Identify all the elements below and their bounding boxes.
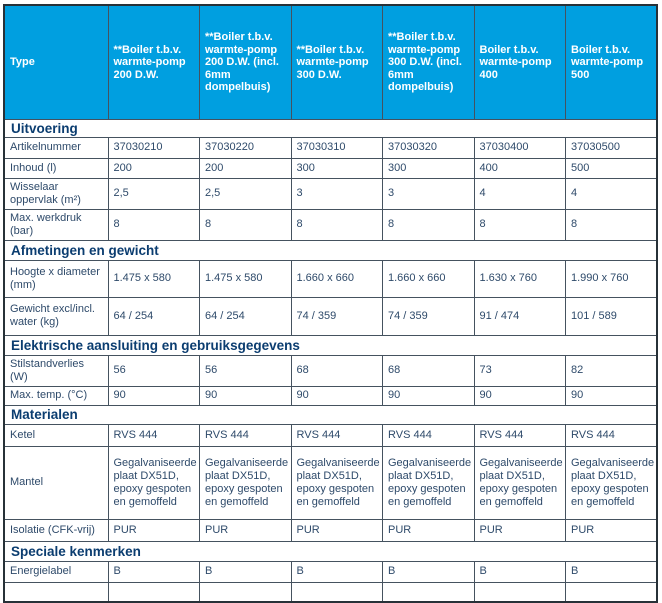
cell-value: PUR bbox=[108, 519, 200, 541]
cell-value: 56 bbox=[108, 355, 200, 386]
cell-value: 500 bbox=[566, 158, 658, 178]
cell-value: 2,5 bbox=[108, 178, 200, 209]
cell-value: 64 / 254 bbox=[108, 297, 200, 335]
cell-value: 74 / 359 bbox=[383, 297, 475, 335]
cell-value: 91 / 474 bbox=[474, 297, 566, 335]
cell-value: Gegalvaniseerde plaat DX51D, epoxy gespoten en gemoffeld bbox=[108, 446, 200, 519]
cell-value: B bbox=[566, 561, 658, 582]
cell-value: 300 bbox=[291, 158, 383, 178]
cell-value: 90 bbox=[200, 386, 292, 405]
section-row bbox=[4, 405, 657, 424]
cell-value: 4 bbox=[566, 178, 658, 209]
table-row bbox=[4, 209, 657, 240]
cell-value: 90 bbox=[474, 386, 566, 405]
table-header-row bbox=[4, 5, 657, 119]
type-column-header: Type bbox=[4, 5, 108, 119]
cell-value: RVS 444 bbox=[474, 424, 566, 446]
cell-value: B bbox=[383, 561, 475, 582]
section-title: Uitvoering bbox=[4, 119, 657, 137]
cell-value: 37030400 bbox=[474, 137, 566, 158]
row-label: Inhoud (l) bbox=[4, 158, 108, 178]
cell-value: PUR bbox=[383, 519, 475, 541]
cell-value: 64 / 254 bbox=[200, 297, 292, 335]
cell-value: B bbox=[200, 561, 292, 582]
table-row bbox=[4, 561, 657, 582]
row-label: Mantel bbox=[4, 446, 108, 519]
section-title: Afmetingen en gewicht bbox=[4, 240, 657, 260]
table-row bbox=[4, 178, 657, 209]
table-row bbox=[4, 260, 657, 297]
cell-value: RVS 444 bbox=[200, 424, 292, 446]
cell-value: 2,5 bbox=[200, 178, 292, 209]
section-title: Elektrische aansluiting en gebruiksgegevens bbox=[4, 335, 657, 355]
cell-value: 37030310 bbox=[291, 137, 383, 158]
cell-value: 1.475 x 580 bbox=[200, 260, 292, 297]
column-header: **Boiler t.b.v. warmte-pomp 300 D.W. (incl. 6mm dompelbuis) bbox=[383, 5, 475, 119]
cell-value: 8 bbox=[200, 209, 292, 240]
cell-value: B bbox=[474, 561, 566, 582]
cell-value: 90 bbox=[566, 386, 658, 405]
cell-value: 8 bbox=[566, 209, 658, 240]
row-label: Ketel bbox=[4, 424, 108, 446]
cell-value: PUR bbox=[566, 519, 658, 541]
row-label: Artikelnummer bbox=[4, 137, 108, 158]
empty-cell bbox=[383, 582, 475, 602]
section-row bbox=[4, 335, 657, 355]
column-header: **Boiler t.b.v. warmte-pomp 200 D.W. (incl. 6mm dompelbuis) bbox=[200, 5, 292, 119]
cell-value: 300 bbox=[383, 158, 475, 178]
section-row bbox=[4, 119, 657, 137]
cell-value: 37030220 bbox=[200, 137, 292, 158]
table-row bbox=[4, 519, 657, 541]
cell-value: 200 bbox=[200, 158, 292, 178]
cell-value: PUR bbox=[474, 519, 566, 541]
cell-value: 90 bbox=[383, 386, 475, 405]
column-header: Boiler t.b.v. warmte-pomp 500 bbox=[566, 5, 658, 119]
cell-value: 73 bbox=[474, 355, 566, 386]
cell-value: 68 bbox=[383, 355, 475, 386]
cell-value: B bbox=[108, 561, 200, 582]
empty-cell bbox=[291, 582, 383, 602]
column-header: Boiler t.b.v. warmte-pomp 400 bbox=[474, 5, 566, 119]
cell-value: 68 bbox=[291, 355, 383, 386]
cell-value: 74 / 359 bbox=[291, 297, 383, 335]
cell-value: Gegalvaniseerde plaat DX51D, epoxy gespoten en gemoffeld bbox=[291, 446, 383, 519]
cell-value: 1.475 x 580 bbox=[108, 260, 200, 297]
cell-value: 3 bbox=[291, 178, 383, 209]
cell-value: 1.990 x 760 bbox=[566, 260, 658, 297]
column-header: **Boiler t.b.v. warmte-pomp 200 D.W. bbox=[108, 5, 200, 119]
section-row bbox=[4, 541, 657, 561]
cell-value: Gegalvaniseerde plaat DX51D, epoxy gespoten en gemoffeld bbox=[566, 446, 658, 519]
empty-cell bbox=[108, 582, 200, 602]
table-row bbox=[4, 446, 657, 519]
empty-cell bbox=[200, 582, 292, 602]
empty-cell bbox=[474, 582, 566, 602]
cell-value: 200 bbox=[108, 158, 200, 178]
cell-value: 90 bbox=[108, 386, 200, 405]
cell-value: 8 bbox=[291, 209, 383, 240]
cell-value: RVS 444 bbox=[108, 424, 200, 446]
table-row bbox=[4, 137, 657, 158]
cell-value: 8 bbox=[474, 209, 566, 240]
cell-value: 400 bbox=[474, 158, 566, 178]
cell-value: 8 bbox=[383, 209, 475, 240]
cell-value: 37030500 bbox=[566, 137, 658, 158]
column-header: **Boiler t.b.v. warmte-pomp 300 D.W. bbox=[291, 5, 383, 119]
cell-value: 1.630 x 760 bbox=[474, 260, 566, 297]
cell-value: PUR bbox=[291, 519, 383, 541]
row-label: Hoogte x diameter (mm) bbox=[4, 260, 108, 297]
cell-value: 37030320 bbox=[383, 137, 475, 158]
section-title: Materialen bbox=[4, 405, 657, 424]
table-row bbox=[4, 297, 657, 335]
cell-value: 101 / 589 bbox=[566, 297, 658, 335]
cell-value: 4 bbox=[474, 178, 566, 209]
empty-cell bbox=[566, 582, 658, 602]
section-row bbox=[4, 240, 657, 260]
row-label: Max. temp. (°C) bbox=[4, 386, 108, 405]
cell-value: Gegalvaniseerde plaat DX51D, epoxy gespoten en gemoffeld bbox=[474, 446, 566, 519]
row-label: Stilstandverlies (W) bbox=[4, 355, 108, 386]
cell-value: 8 bbox=[108, 209, 200, 240]
cell-value: Gegalvaniseerde plaat DX51D, epoxy gespoten en gemoffeld bbox=[383, 446, 475, 519]
cell-value: 3 bbox=[383, 178, 475, 209]
cell-value: RVS 444 bbox=[383, 424, 475, 446]
table-row bbox=[4, 386, 657, 405]
row-label: Max. werkdruk (bar) bbox=[4, 209, 108, 240]
boiler-spec-table bbox=[3, 4, 658, 603]
row-label: Wisselaar oppervlak (m²) bbox=[4, 178, 108, 209]
row-label: Energielabel bbox=[4, 561, 108, 582]
empty-cell bbox=[4, 582, 108, 602]
cell-value: 1.660 x 660 bbox=[291, 260, 383, 297]
row-label: Isolatie (CFK-vrij) bbox=[4, 519, 108, 541]
cell-value: B bbox=[291, 561, 383, 582]
cell-value: PUR bbox=[200, 519, 292, 541]
table-row bbox=[4, 158, 657, 178]
partial-row bbox=[4, 582, 657, 602]
cell-value: 1.660 x 660 bbox=[383, 260, 475, 297]
cell-value: Gegalvaniseerde plaat DX51D, epoxy gespoten en gemoffeld bbox=[200, 446, 292, 519]
cell-value: RVS 444 bbox=[291, 424, 383, 446]
section-title: Speciale kenmerken bbox=[4, 541, 657, 561]
row-label: Gewicht excl/incl. water (kg) bbox=[4, 297, 108, 335]
cell-value: 56 bbox=[200, 355, 292, 386]
table-row bbox=[4, 355, 657, 386]
table-row bbox=[4, 424, 657, 446]
cell-value: 82 bbox=[566, 355, 658, 386]
cell-value: RVS 444 bbox=[566, 424, 658, 446]
cell-value: 37030210 bbox=[108, 137, 200, 158]
cell-value: 90 bbox=[291, 386, 383, 405]
